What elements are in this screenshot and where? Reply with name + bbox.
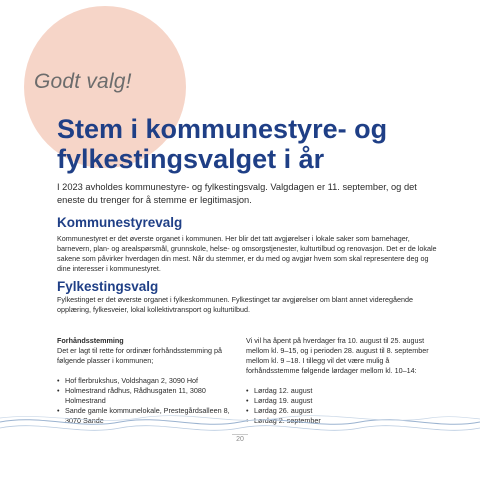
list-item: • Lørdag 2. september (246, 416, 436, 426)
kommunestyrevalg-heading: Kommunestyrevalg (57, 215, 183, 230)
list-item: • Lørdag 19. august (246, 396, 436, 406)
tagline: Godt valg! (34, 70, 132, 93)
list-item: • Lørdag 12. august (246, 386, 436, 396)
fylkestingsvalg-heading: Fylkestingsvalg (57, 279, 159, 294)
page-number: 20 (236, 436, 244, 443)
forhandsstemming-text: Det er lagt til rette for ordinær forhåndsstemming på følgende plasser i kommunen; (57, 346, 222, 365)
opening-hours-text: Vi vil ha åpent på hverdager fra 10. august til 25. august mellom kl. 9–15, og i perioden 28. august til 8. september mellom kl. 9 –18. I tillegg vil det være mulig å forhåndsstemme følgende lørdager mellom kl. 10–14: (246, 336, 429, 375)
fylkestingsvalg-text: Fylkestinget er det øverste organet i fylkeskommunen. Fylkestinget tar avgjørelser om blant annet videregående opplæring, fylkesveier, lokal kollektivtransport og kulturtilbud. (57, 295, 413, 314)
list-item: • Sande gamle kommunelokale, Prestegårdsalleen 8, 3070 Sande (57, 406, 235, 426)
list-item: • Lørdag 26. august (246, 406, 436, 416)
page-number-rule (232, 434, 248, 435)
intro-paragraph: I 2023 avholdes kommunestyre- og fylkestingsvalg. Valgdagen er 11. september, og det eneste du trenger for å stemme er legitimasjon. (57, 182, 417, 205)
list-item: • Hof flerbrukshus, Voldshagan 2, 3090 Hof (57, 376, 235, 386)
forhandsstemming-heading: Forhåndsstemming (57, 336, 124, 345)
page-title: Stem i kommunestyre- og fylkestingsvalget i år (57, 114, 388, 174)
kommunestyrevalg-text: Kommunestyret er det øverste organet i kommunen. Her blir det tatt avgjørelser i lokale saker som barnehager, barnevern, plan- og arealspørsmål, grunnskole, helse- og omsorgstjenester, kulturtilbud og renovasjon. Det er de lokale sakene som påvirker hverdagen din mest. Når du stemmer, er du med og avgjør hvem som skal representere deg og dine interesser i kommunestyret. (57, 234, 437, 273)
list-item: • Holmestrand rådhus, Rådhusgaten 11, 3080 Holmestrand (57, 386, 235, 406)
